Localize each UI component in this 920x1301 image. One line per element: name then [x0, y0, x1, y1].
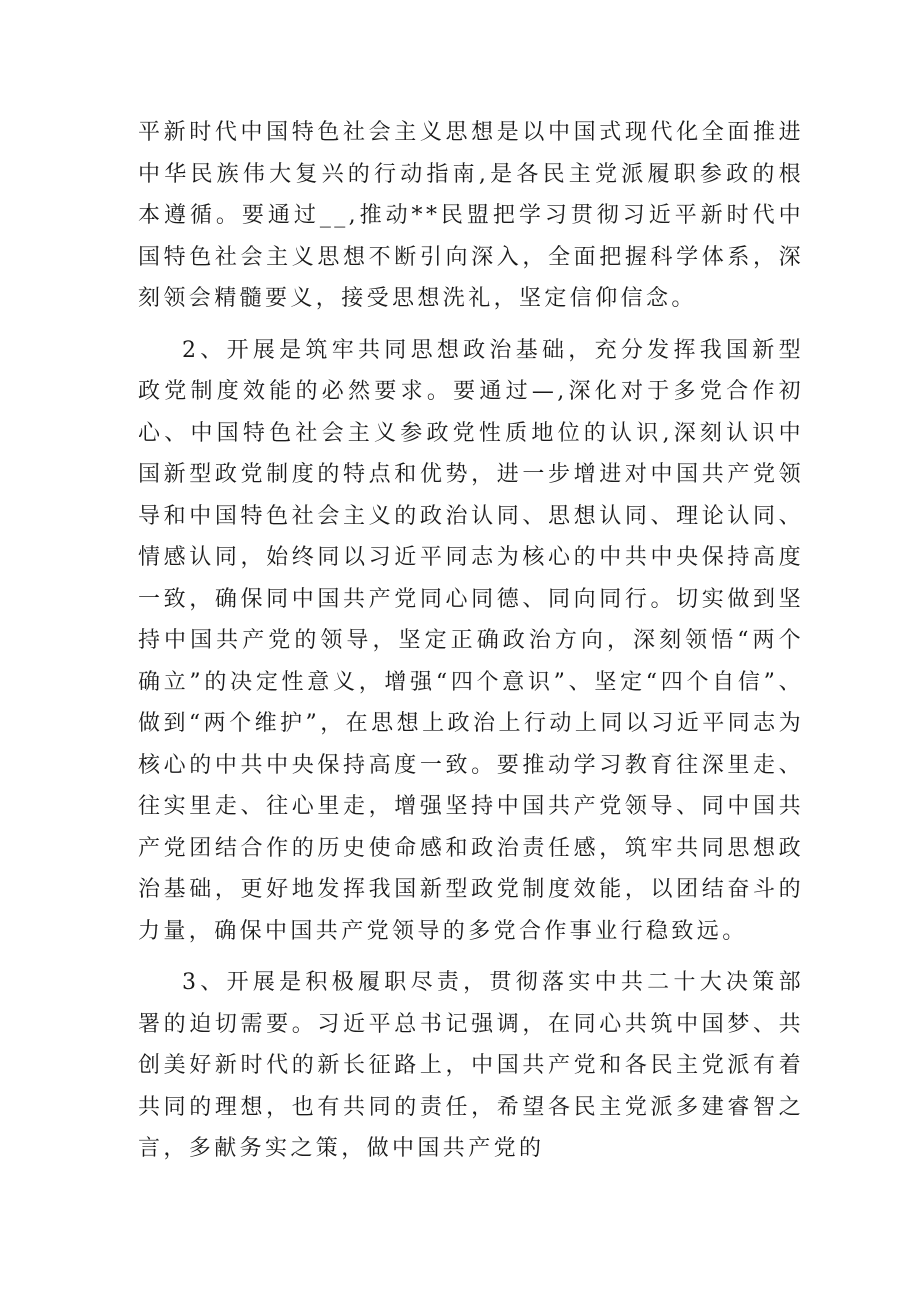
paragraph-continuation: 平新时代中国特色社会主义思想是以中国式现代化全面推进中华民族伟大复兴的行动指南,是各民主党派履职参政的根本遵循。要通过__,推动**民盟把学习贯彻习近平新时代中国特色社会主义思想不断引向深入，全面把握科学体系，深刻领会精髓要义，接受思想洗礼，坚定信仰信念。	[138, 120, 804, 311]
paragraph-point-2: 2、开展是筑牢共同思想政治基础，充分发挥我国新型政党制度效能的必然要求。要通过—,深化对于多党合作初心、中国特色社会主义参政党性质地位的认识,深刻认识中国新型政党制度的特点和优势，进一步增进对中国共产党领导和中国特色社会主义的政治认同、思想认同、理论认同、情感认同，始终同以习近平同志为核心的中共中央保持高度一致，确保同中国共产党同心同德、同向同行。切实做到坚持中国共产党的领导，坚定正确政治方向，深刻领悟“两个确立”的决定性意义，增强“四个意识”、坚定“四个自信”、做到“两个维护”，在思想上政治上行动上同以习近平同志为核心的中共中央保持高度一致。要推动学习教育往深里走、往实里走、往心里走，增强坚持中国共产党领导、同中国共产党团结合作的历史使命感和政治责任感，筑牢共同思想政治基础，更好地发挥我国新型政党制度效能，以团结奋斗的力量，确保中国共产党领导的多党合作事业行稳致远。	[138, 337, 804, 944]
document-body	[138, 112, 804, 1180]
paragraph-point-3: 3、开展是积极履职尽责，贯彻落实中共二十大决策部署的迫切需要。习近平总书记强调，在同心共筑中国梦、共创美好新时代的新长征路上，中国共产党和各民主党派有着共同的理想，也有共同的责任，希望各民主党派多建睿智之言，多献务实之策，做中国共产党的	[138, 970, 804, 1161]
